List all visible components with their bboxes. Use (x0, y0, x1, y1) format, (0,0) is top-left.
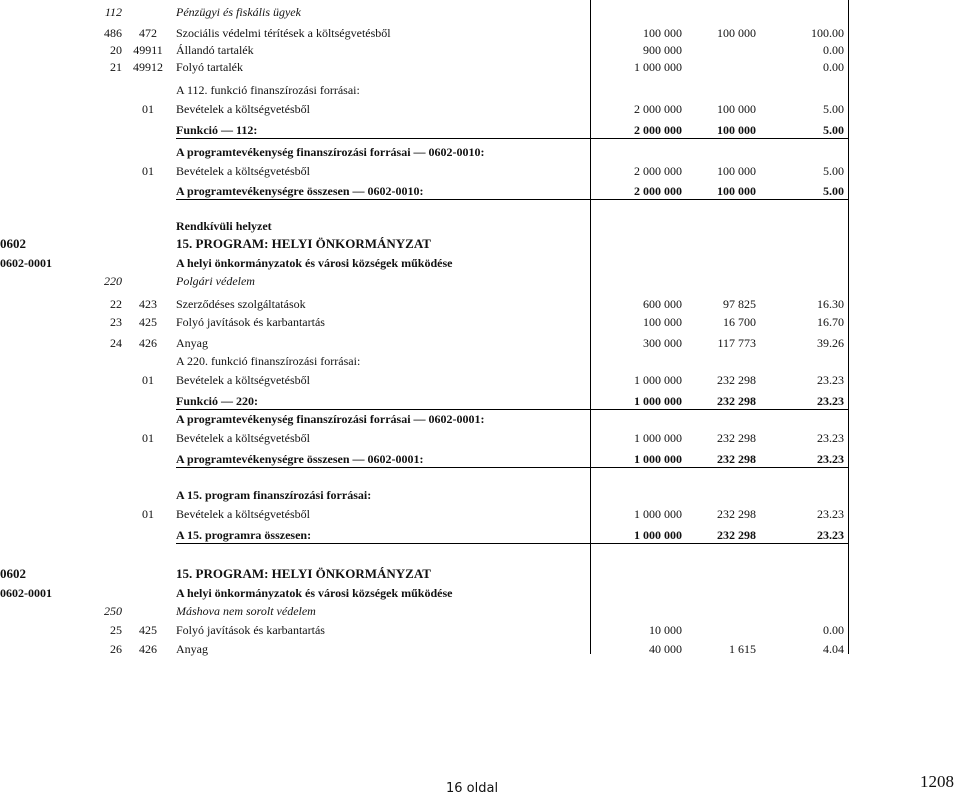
table-cell-c1: 22 (110, 297, 122, 311)
table-row (0, 254, 960, 272)
table-cell-c6: 5.00 (823, 164, 844, 178)
table-cell-c5: 100 000 (717, 164, 756, 178)
table-row (0, 450, 960, 468)
table-cell-c2: 426 (139, 336, 157, 350)
table-cell-c0: 0602-0001 (0, 586, 52, 600)
table-cell-c5: 232 298 (717, 431, 756, 445)
table-cell-c5: 97 825 (723, 297, 756, 311)
table-cell-c6: 100.00 (811, 26, 844, 40)
table-cell-c3: 15. PROGRAM: HELYI ÖNKORMÁNYZAT (176, 236, 431, 251)
table-cell-c0: 0602-0001 (0, 256, 52, 270)
table-cell-c3: A 15. program finanszírozási forrásai: (176, 488, 372, 502)
table-row (0, 621, 960, 639)
table-row (0, 121, 960, 139)
table-cell-c5: 1 615 (729, 642, 756, 656)
table-cell-c3: Bevételek a költségvetésből (176, 373, 310, 387)
table-cell-c4: 1 000 000 (634, 373, 682, 387)
table-cell-c3: Funkció — 112: (176, 123, 258, 137)
table-cell-c4: 1 000 000 (634, 452, 682, 466)
table-cell-c2: 01 (142, 431, 154, 445)
table-cell-c5: 232 298 (717, 507, 756, 521)
table-row (0, 295, 960, 313)
table-cell-c6: 23.23 (817, 431, 844, 445)
table-row (0, 41, 960, 59)
table-cell-c2: 426 (139, 642, 157, 656)
table-row (0, 392, 960, 410)
table-cell-c6: 23.23 (817, 452, 844, 466)
table-row (0, 235, 960, 253)
table-cell-c3: Folyó javítások és karbantartás (176, 623, 325, 637)
table-cell-c4: 10 000 (649, 623, 682, 637)
table-cell-c5: 232 298 (717, 528, 756, 542)
table-cell-c3: 15. PROGRAM: HELYI ÖNKORMÁNYZAT (176, 566, 431, 581)
table-row (0, 100, 960, 118)
table-cell-c6: 0.00 (823, 43, 844, 57)
total-underline (176, 138, 848, 139)
table-cell-c4: 100 000 (643, 26, 682, 40)
table-cell-c3: A helyi önkormányzatok és városi községek működése (176, 586, 453, 600)
table-cell-c1: 21 (110, 60, 122, 74)
table-row (0, 162, 960, 180)
table-row (0, 640, 960, 658)
table-cell-c1: 23 (110, 315, 122, 329)
table-row (0, 58, 960, 76)
total-underline (176, 543, 848, 544)
table-cell-c3: Pénzügyi és fiskális ügyek (176, 5, 301, 19)
table-cell-c4: 40 000 (649, 642, 682, 656)
table-cell-c6: 23.23 (817, 394, 844, 408)
table-cell-c0: 0602 (0, 566, 26, 581)
table-row (0, 565, 960, 583)
table-cell-c6: 5.00 (823, 102, 844, 116)
table-cell-c4: 1 000 000 (634, 528, 682, 542)
table-row (0, 81, 960, 99)
table-row (0, 526, 960, 544)
table-row (0, 410, 960, 428)
table-cell-c4: 900 000 (643, 43, 682, 57)
table-cell-c3: Bevételek a költségvetésből (176, 431, 310, 445)
table-cell-c3: A programtevékenységre összesen — 0602-0001: (176, 452, 424, 466)
table-row (0, 371, 960, 389)
table-cell-c5: 117 773 (717, 336, 756, 350)
total-underline (176, 409, 848, 410)
table-cell-c1: 20 (110, 43, 122, 57)
table-cell-c3: A 15. programra összesen: (176, 528, 312, 542)
column-rule-left (590, 0, 591, 654)
table-cell-c5: 100 000 (717, 26, 756, 40)
table-cell-c5: 232 298 (717, 373, 756, 387)
table-row (0, 313, 960, 331)
table-cell-c1: 25 (110, 623, 122, 637)
table-cell-c1: 112 (104, 5, 122, 19)
table-cell-c3: Anyag (176, 336, 208, 350)
table-cell-c2: 01 (142, 507, 154, 521)
page-label: 16 oldal (446, 781, 499, 796)
table-cell-c1: 24 (110, 336, 122, 350)
table-cell-c3: A helyi önkormányzatok és városi községek működése (176, 256, 453, 270)
table-cell-c2: 01 (142, 164, 154, 178)
table-cell-c6: 39.26 (817, 336, 844, 350)
table-cell-c4: 600 000 (643, 297, 682, 311)
table-cell-c6: 16.70 (817, 315, 844, 329)
table-cell-c3: Szerződéses szolgáltatások (176, 297, 306, 311)
table-cell-c4: 1 000 000 (634, 394, 682, 408)
table-cell-c4: 300 000 (643, 336, 682, 350)
table-cell-c4: 2 000 000 (634, 102, 682, 116)
table-row (0, 24, 960, 42)
table-row (0, 182, 960, 200)
table-row (0, 429, 960, 447)
table-cell-c3: Polgári védelem (176, 274, 255, 288)
table-cell-c2: 49912 (133, 60, 163, 74)
table-cell-c4: 100 000 (643, 315, 682, 329)
table-cell-c6: 23.23 (817, 528, 844, 542)
table-cell-c6: 23.23 (817, 507, 844, 521)
table-cell-c1: 486 (104, 26, 122, 40)
table-cell-c6: 5.00 (823, 184, 844, 198)
table-cell-c1: 250 (104, 604, 122, 618)
table-cell-c3: Folyó javítások és karbantartás (176, 315, 325, 329)
table-cell-c3: A programtevékenységre összesen — 0602-0010: (176, 184, 424, 198)
table-cell-c6: 23.23 (817, 373, 844, 387)
table-cell-c5: 232 298 (717, 452, 756, 466)
table-cell-c0: 0602 (0, 236, 26, 251)
table-cell-c5: 232 298 (717, 394, 756, 408)
table-cell-c3: Bevételek a költségvetésből (176, 102, 310, 116)
table-cell-c3: A programtevékenység finanszírozási forrásai — 0602-0001: (176, 412, 485, 426)
table-cell-c3: A 112. funkció finanszírozási forrásai: (176, 83, 360, 97)
table-cell-c6: 5.00 (823, 123, 844, 137)
table-row (0, 602, 960, 620)
column-rule-right (848, 0, 849, 654)
table-cell-c3: Anyag (176, 642, 208, 656)
table-cell-c3: Állandó tartalék (176, 43, 254, 57)
page-number: 1208 (920, 772, 954, 791)
table-cell-c5: 100 000 (717, 123, 756, 137)
table-cell-c2: 425 (139, 623, 157, 637)
table-cell-c1: 26 (110, 642, 122, 656)
table-cell-c5: 100 000 (717, 184, 756, 198)
table-cell-c2: 49911 (133, 43, 163, 57)
table-cell-c2: 01 (142, 373, 154, 387)
total-underline (176, 467, 848, 468)
table-row (0, 143, 960, 161)
table-cell-c4: 2 000 000 (634, 164, 682, 178)
table-cell-c4: 1 000 000 (634, 431, 682, 445)
table-row (0, 217, 960, 235)
table-cell-c3: Máshova nem sorolt védelem (176, 604, 316, 618)
table-row (0, 272, 960, 290)
table-cell-c4: 2 000 000 (634, 123, 682, 137)
table-cell-c3: A 220. funkció finanszírozási forrásai: (176, 354, 361, 368)
table-cell-c3: Funkció — 220: (176, 394, 259, 408)
table-cell-c6: 16.30 (817, 297, 844, 311)
table-cell-c4: 2 000 000 (634, 184, 682, 198)
table-cell-c6: 0.00 (823, 60, 844, 74)
table-cell-c2: 01 (142, 102, 154, 116)
table-cell-c5: 16 700 (723, 315, 756, 329)
table-row (0, 486, 960, 504)
table-cell-c1: 220 (104, 274, 122, 288)
table-row (0, 352, 960, 370)
table-cell-c2: 425 (139, 315, 157, 329)
table-cell-c3: Bevételek a költségvetésből (176, 164, 310, 178)
table-cell-c6: 4.04 (823, 642, 844, 656)
table-cell-c2: 472 (139, 26, 157, 40)
table-cell-c4: 1 000 000 (634, 507, 682, 521)
table-cell-c3: A programtevékenység finanszírozási forrásai — 0602-0010: (176, 145, 485, 159)
table-cell-c3: Bevételek a költségvetésből (176, 507, 310, 521)
table-row (0, 505, 960, 523)
table-cell-c2: 423 (139, 297, 157, 311)
table-cell-c5: 100 000 (717, 102, 756, 116)
table-row (0, 584, 960, 602)
table-cell-c3: Rendkívüli helyzet (176, 219, 272, 233)
table-cell-c4: 1 000 000 (634, 60, 682, 74)
table-cell-c6: 0.00 (823, 623, 844, 637)
table-cell-c3: Folyó tartalék (176, 60, 243, 74)
table-cell-c3: Szociális védelmi térítések a költségvetésből (176, 26, 391, 40)
total-underline (176, 199, 848, 200)
table-row (0, 3, 960, 21)
table-row (0, 334, 960, 352)
